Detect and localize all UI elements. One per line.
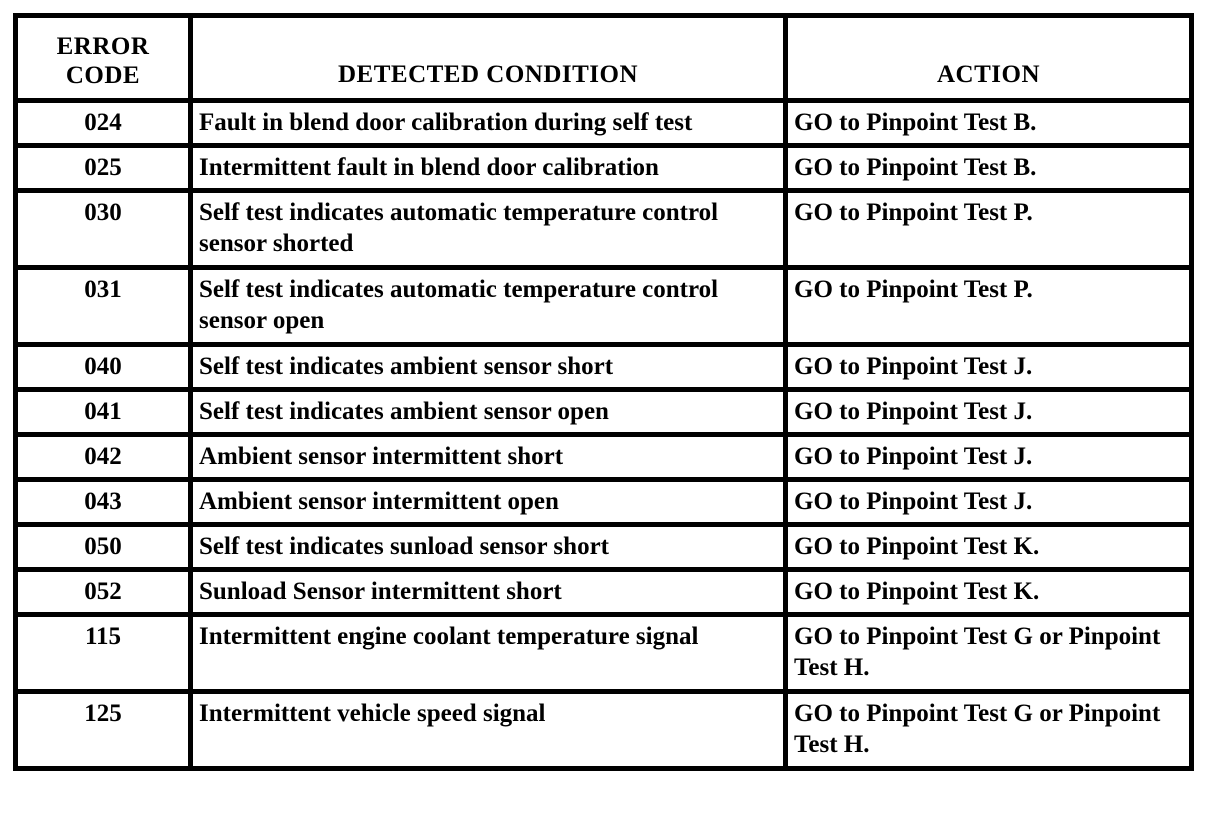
condition-cell: Self test indicates ambient sensor short <box>191 345 786 390</box>
error-code-cell: 043 <box>16 480 191 525</box>
error-code-cell: 024 <box>16 101 191 146</box>
error-code-cell: 125 <box>16 692 191 769</box>
header-error-code-line2: CODE <box>65 62 141 89</box>
error-code-cell: 030 <box>16 191 191 268</box>
action-cell: GO to Pinpoint Test P. <box>786 191 1192 268</box>
action-cell: GO to Pinpoint Test J. <box>786 345 1192 390</box>
error-code-cell: 115 <box>16 615 191 692</box>
action-cell: GO to Pinpoint Test J. <box>786 480 1192 525</box>
action-cell: GO to Pinpoint Test B. <box>786 146 1192 191</box>
table-row <box>16 390 1192 435</box>
table-row <box>16 101 1192 146</box>
condition-cell: Self test indicates sunload sensor short <box>191 525 786 570</box>
table-row <box>16 345 1192 390</box>
header-detected-condition: DETECTED CONDITION <box>191 16 786 101</box>
error-code-cell: 052 <box>16 570 191 615</box>
action-cell: GO to Pinpoint Test K. <box>786 525 1192 570</box>
condition-cell: Self test indicates automatic temperature control sensor shorted <box>191 191 786 268</box>
table-row <box>16 692 1192 769</box>
table-row <box>16 615 1192 692</box>
error-code-table <box>13 13 1194 771</box>
action-cell: GO to Pinpoint Test P. <box>786 268 1192 345</box>
condition-cell: Ambient sensor intermittent open <box>191 480 786 525</box>
action-cell: GO to Pinpoint Test J. <box>786 390 1192 435</box>
condition-cell: Sunload Sensor intermittent short <box>191 570 786 615</box>
header-row <box>16 16 1192 101</box>
condition-cell: Intermittent vehicle speed signal <box>191 692 786 769</box>
header-error-code <box>16 16 191 101</box>
table-row <box>16 435 1192 480</box>
header-action: ACTION <box>786 16 1192 101</box>
action-cell: GO to Pinpoint Test J. <box>786 435 1192 480</box>
condition-cell: Intermittent engine coolant temperature signal <box>191 615 786 692</box>
header-error-code-line1: ERROR <box>56 33 150 60</box>
condition-cell: Fault in blend door calibration during self test <box>191 101 786 146</box>
error-code-cell: 025 <box>16 146 191 191</box>
condition-cell: Self test indicates ambient sensor open <box>191 390 786 435</box>
error-code-cell: 042 <box>16 435 191 480</box>
table-row <box>16 146 1192 191</box>
condition-cell: Intermittent fault in blend door calibration <box>191 146 786 191</box>
error-code-cell: 050 <box>16 525 191 570</box>
condition-cell: Self test indicates automatic temperature control sensor open <box>191 268 786 345</box>
action-cell: GO to Pinpoint Test B. <box>786 101 1192 146</box>
action-cell: GO to Pinpoint Test K. <box>786 570 1192 615</box>
error-code-cell: 041 <box>16 390 191 435</box>
action-cell: GO to Pinpoint Test G or Pinpoint Test H. <box>786 692 1192 769</box>
table-row <box>16 191 1192 268</box>
error-code-cell: 040 <box>16 345 191 390</box>
table-row <box>16 480 1192 525</box>
action-cell: GO to Pinpoint Test G or Pinpoint Test H. <box>786 615 1192 692</box>
error-code-cell: 031 <box>16 268 191 345</box>
table-row <box>16 268 1192 345</box>
table-row <box>16 525 1192 570</box>
condition-cell: Ambient sensor intermittent short <box>191 435 786 480</box>
table-row <box>16 570 1192 615</box>
